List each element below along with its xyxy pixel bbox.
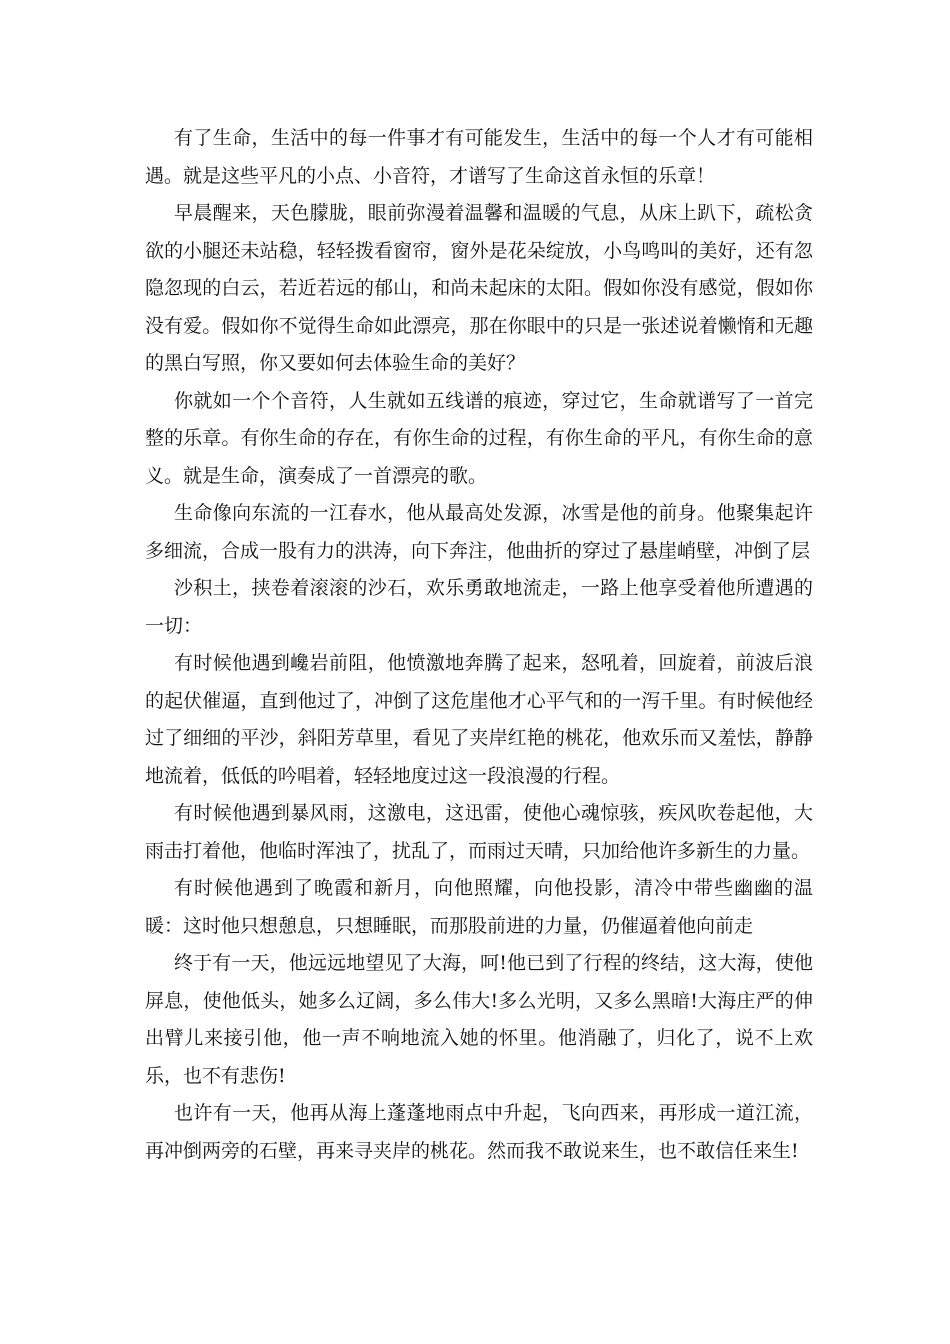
paragraph: 有了生命，生活中的每一件事才有可能发生，生活中的每一个人才有可能相遇。就是这些平凡的小点、小音符，才谱写了生命这首永恒的乐章！ <box>145 127 813 187</box>
paragraph: 终于有一天，他远远地望见了大海，呵!他已到了行程的终结，这大海，使他屏息，使他低头，她多么辽阔，多么伟大!多么光明，又多么黑暗!大海庄严的伸出臂儿来接引他，他一声不响地流入她的怀里。他消融了，归化了，说不上欢乐，也不有悲伤! <box>145 952 813 1087</box>
paragraph: 早晨醒来，天色朦胧，眼前弥漫着温馨和温暖的气息，从床上趴下，疏松贪欲的小腿还未站稳，轻轻拨看窗帘，窗外是花朵绽放，小鸟鸣叫的美好，还有忽隐忽现的白云，若近若远的郁山，和尚未起床的太阳。假如你没有感觉，假如你没有爱。假如你不觉得生命如此漂亮，那在你眼中的只是一张述说着懒惰和无趣的黑白写照，你又要如何去体验生命的美好？ <box>145 202 813 374</box>
paragraph: 有时候他遇到了晚霞和新月，向他照耀，向他投影，清冷中带些幽幽的温暖：这时他只想憩息，只想睡眠，而那股前进的力量，仍催逼着他向前走 <box>145 877 813 937</box>
paragraph: 有时候他遇到暴风雨，这激电，这迅雷，使他心魂惊骇，疾风吹卷起他，大雨击打着他，他临时浑浊了，扰乱了，而雨过天晴，只加给他许多新生的力量。 <box>145 802 813 862</box>
paragraph: 沙积土，挟卷着滚滚的沙石，欢乐勇敢地流走，一路上他享受着他所遭遇的一切： <box>145 577 813 637</box>
paragraph: 有时候他遇到巉岩前阻，他愤激地奔腾了起来，怒吼着，回旋着，前波后浪的起伏催逼，直到他过了，冲倒了这危崖他才心平气和的一泻千里。有时候他经过了细细的平沙，斜阳芳草里，看见了夹岸红艳的桃花，他欢乐而又羞怯，静静地流着，低低的吟唱着，轻轻地度过这一段浪漫的行程。 <box>145 652 813 787</box>
paragraph: 你就如一个个音符，人生就如五线谱的痕迹，穿过它，生命就谱写了一首完整的乐章。有你生命的存在，有你生命的过程，有你生命的平凡，有你生命的意义。就是生命，演奏成了一首漂亮的歌。 <box>145 389 813 487</box>
document-body <box>145 120 813 1170</box>
paragraph: 生命像向东流的一江春水，他从最高处发源，冰雪是他的前身。他聚集起许多细流，合成一股有力的洪涛，向下奔注，他曲折的穿过了悬崖峭壁，冲倒了层 <box>145 502 813 562</box>
paragraph: 也许有一天，他再从海上蓬蓬地雨点中升起，飞向西来，再形成一道江流，再冲倒两旁的石壁，再来寻夹岸的桃花。然而我不敢说来生，也不敢信任来生! <box>145 1102 813 1162</box>
